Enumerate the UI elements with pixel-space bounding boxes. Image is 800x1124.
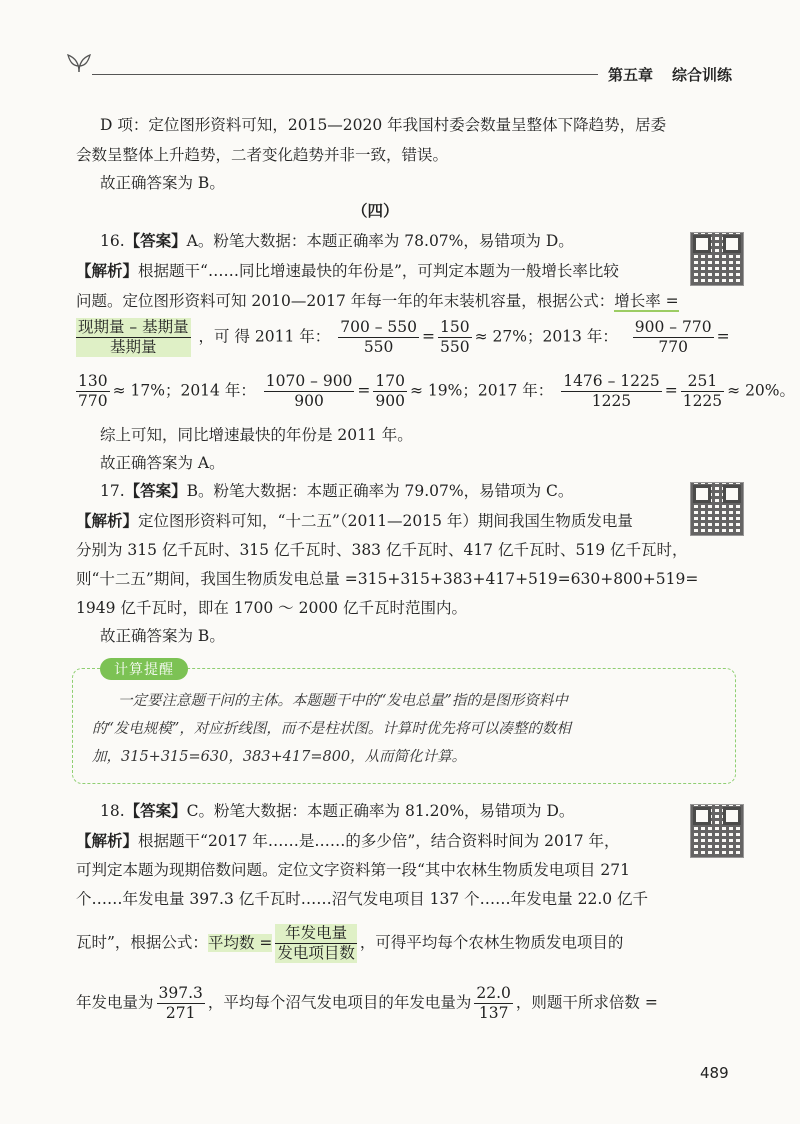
answer-tag: 【答案】 xyxy=(124,231,187,250)
q18-analysis-text-1: 根据题干“2017 年……是……的多少倍”，结合资料时间为 2017 年， xyxy=(138,832,620,850)
result-2011: ≈ 27%；2013 年： xyxy=(474,327,618,346)
para-d3: 故正确答案为 B。 xyxy=(100,174,225,192)
fraction-2017-num: 1476 – 1225 xyxy=(563,372,660,390)
analysis-tag: 【解析】 xyxy=(76,831,139,850)
q16-conclusion: 故正确答案为 A。 xyxy=(100,454,225,472)
equals-sign: = xyxy=(422,327,435,346)
answer-tag: 【答案】 xyxy=(124,481,187,500)
q16-answer-line xyxy=(100,230,574,252)
q16-fraction-line-2 xyxy=(76,372,795,411)
qr-code-icon[interactable] xyxy=(690,482,744,536)
q18-text-after-formula: ，可得平均每个农林生物质发电项目的 xyxy=(359,933,624,952)
fraction-2017-den: 1225 xyxy=(591,392,632,410)
fraction-2011-result-den: 550 xyxy=(440,338,470,356)
qr-code-icon[interactable] xyxy=(690,804,744,858)
fraction-2013-den: 770 xyxy=(658,338,688,356)
equals-sign: = xyxy=(664,381,678,400)
q16-analysis-2 xyxy=(76,290,679,312)
section-label: 综合训练 xyxy=(672,66,733,84)
fraction-2011-den: 550 xyxy=(363,338,394,356)
q17-analysis-2: 分别为 315 亿千瓦时、315 亿千瓦时、383 亿千瓦时、417 亿千瓦时、519 亿千瓦时， xyxy=(76,541,688,559)
q18-analysis-4 xyxy=(76,924,623,963)
average-formula-num: 年发电量 xyxy=(275,924,357,944)
q18-text-5a: 年发电量为 xyxy=(76,993,154,1012)
q18-answer-line xyxy=(100,800,574,822)
fraction-2014 xyxy=(264,372,355,411)
fraction-biogas-num: 22.0 xyxy=(476,984,511,1002)
fraction-2014-den: 900 xyxy=(294,392,324,410)
q17-analysis-1 xyxy=(76,510,633,532)
formula-numerator: 现期量 – 基期量 xyxy=(78,318,189,336)
fraction-2013-result-den: 770 xyxy=(78,392,108,410)
equals-sign: = xyxy=(357,381,371,400)
fraction-2013 xyxy=(633,318,714,357)
fraction-forestry xyxy=(157,984,205,1023)
q16-analysis-text-2: 问题。定位图形资料可知 2010—2017 年每一年的年末装机容量，根据公式： xyxy=(76,292,615,310)
q18-text-5b: ，平均每个沼气发电项目的年发电量为 xyxy=(207,993,472,1012)
chapter-label: 第五章 xyxy=(608,66,654,84)
header-rule xyxy=(92,74,598,75)
q18-answer: C。粉笔大数据：本题正确率为 81.20%，易错项为 D。 xyxy=(186,802,575,820)
growth-rate-formula xyxy=(76,318,191,357)
fraction-2013-result xyxy=(76,372,110,411)
fraction-2011-result-num: 150 xyxy=(440,318,470,336)
tip-line-1: 一定要注意题干问的主体。本题题干中的“发电总量”指的是图形资料中 xyxy=(118,693,568,709)
part-heading: （四） xyxy=(352,201,399,220)
fraction-2011 xyxy=(338,318,419,357)
page-number: 489 xyxy=(700,1064,729,1082)
average-formula-den: 发电项目数 xyxy=(277,944,355,962)
para-d1: D 项：定位图形资料可知，2015—2020 年我国村委会数量呈整体下降趋势，居委 xyxy=(100,116,667,134)
q17-answer: B。粉笔大数据：本题正确率为 79.07%，易错项为 C。 xyxy=(186,482,574,500)
analysis-tag: 【解析】 xyxy=(76,511,139,530)
tip-line-3: 加，315+315=630，383+417=800，从而简化计算。 xyxy=(92,749,467,765)
fraction-2017 xyxy=(561,372,662,411)
fraction-2017-result-num: 251 xyxy=(681,372,724,392)
average-formula-label: 平均数 = xyxy=(207,933,273,952)
q18-analysis-1 xyxy=(76,830,620,852)
q17-answer-line xyxy=(100,480,573,502)
fraction-forestry-num: 397.3 xyxy=(158,984,203,1002)
fraction-biogas xyxy=(474,984,513,1023)
q17-number: 17. xyxy=(100,482,125,500)
q16-number: 16. xyxy=(100,232,125,250)
answer-tag: 【答案】 xyxy=(124,801,187,820)
q18-analysis-3: 个……年发电量 397.3 亿千瓦时……沼气发电项目 137 个……年发电量 22.0 亿千 xyxy=(76,890,649,908)
fraction-2014-result xyxy=(373,372,407,411)
fraction-biogas-den: 137 xyxy=(478,1004,509,1022)
fraction-2013-num: 900 – 770 xyxy=(634,318,712,336)
formula-denominator: 基期量 xyxy=(110,338,157,356)
q16-summary: 综上可知，同比增速最快的年份是 2011 年。 xyxy=(100,426,413,444)
q18-text-5c: ，则题干所求倍数 = xyxy=(515,993,658,1012)
fraction-2014-result-num: 170 xyxy=(375,372,406,390)
q16-analysis-text-1: 根据题干“……同比增速最快的年份是”，可判定本题为一般增长率比较 xyxy=(138,262,619,280)
q16-text-2011: ，可 得 2011 年： xyxy=(198,327,331,346)
q18-text-formula-intro: 瓦时”，根据公式： xyxy=(76,933,208,952)
q18-number: 18. xyxy=(100,802,125,820)
fraction-2017-result xyxy=(681,372,724,411)
q16-analysis-1 xyxy=(76,260,619,282)
q18-analysis-2: 可判定本题为现期倍数问题。定位文字资料第一段“其中农林生物质发电项目 271 xyxy=(76,861,630,879)
fraction-2014-result-den: 900 xyxy=(375,392,406,410)
growth-rate-formula-label: 增长率 = xyxy=(614,292,679,310)
result-2014: ≈ 19%；2017 年： xyxy=(410,381,554,400)
q17-analysis-4: 1949 亿千瓦时，即在 1700 ～ 2000 亿千瓦时范围内。 xyxy=(76,599,467,617)
result-2017: ≈ 20%。 xyxy=(727,381,796,400)
q17-analysis-3: 则“十二五”期间，我国生物质发电总量 =315+315+383+417+519=630+800+519= xyxy=(76,570,699,588)
q16-answer: A。粉笔大数据：本题正确率为 78.07%，易错项为 D。 xyxy=(186,232,574,250)
tip-line-2: 的“发电规模”，对应折线图，而不是柱状图。计算时优先将可以凑整的数相 xyxy=(92,721,571,737)
fraction-2011-result xyxy=(438,318,472,357)
q16-formula-line xyxy=(76,318,730,357)
qr-code-icon[interactable] xyxy=(690,232,744,286)
fraction-2017-result-den: 1225 xyxy=(682,392,723,410)
average-formula xyxy=(275,924,357,963)
leaf-icon xyxy=(62,50,96,74)
fraction-2014-num: 1070 – 900 xyxy=(265,372,353,390)
q17-conclusion: 故正确答案为 B。 xyxy=(100,627,225,645)
fraction-2013-result-num: 130 xyxy=(78,372,108,390)
calc-tip-badge: 计算提醒 xyxy=(100,658,188,680)
q18-analysis-5 xyxy=(76,984,658,1023)
q17-analysis-text-1: 定位图形资料可知，“十二五”（2011—2015 年）期间我国生物质发电量 xyxy=(138,512,633,530)
para-d2: 会数呈整体上升趋势，二者变化趋势并非一致，错误。 xyxy=(76,146,449,164)
result-2013: ≈ 17%；2014 年： xyxy=(112,381,256,400)
fraction-2011-num: 700 – 550 xyxy=(340,318,417,336)
analysis-tag: 【解析】 xyxy=(76,261,139,280)
fraction-forestry-den: 271 xyxy=(165,1004,196,1022)
equals-sign: = xyxy=(716,327,730,346)
